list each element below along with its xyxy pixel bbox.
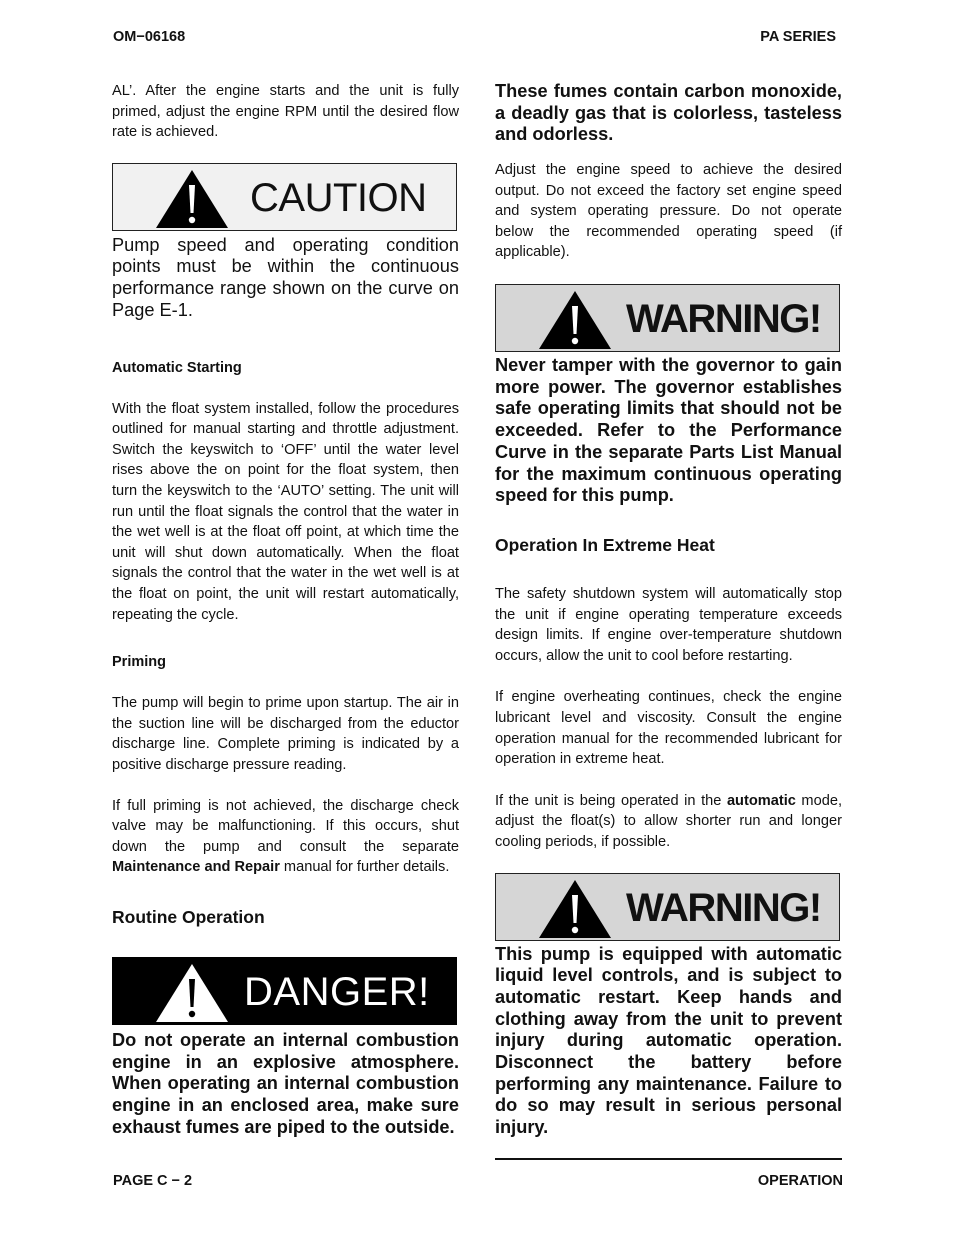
warning-label: WARNING! xyxy=(626,297,821,342)
warning-label: WARNING! xyxy=(626,885,821,930)
caution-text: Pump speed and operating condition points must be within the continuous performance range shown on the curve on Page E-1. xyxy=(112,234,459,320)
automatic-starting-text: With the float system installed, follow the procedures outlined for manual starting and throttle adjustment. Switch the keyswitch to ‘OFF’ until the water level rises above the on point for the float system, then turn the keyswitch to the ‘AUTO’ setting. The unit will run until the float signals the control that the water in the wet well is at the float off point, at which time the unit will shut down automatically. When the float signals the control that the water in the wet well is at the float on point, the unit will restart automatically, repeating the cycle. xyxy=(112,400,459,623)
adjust-speed-text: Adjust the engine speed to achieve the desired output. Do not exceed the factory set engine speed and system operating pressure. Do not operate below the recommended operating speed (if applicable). xyxy=(495,162,842,261)
series-name: PA SERIES xyxy=(760,29,836,45)
governor-warning-text: Never tamper with the governor to gain more power. The governor establishes safe operating limits that should not be exceeded. Refer to the Performance Curve in the separate Parts List Manual for the maximum continuous operating speed for this pump. xyxy=(495,355,842,506)
exclamation-triangle-icon xyxy=(153,961,231,1023)
priming-text-1: The pump will begin to prime upon startup. The air in the suction line will be discharged from the eductor discharge line. Complete priming is indicated by a positive discharge pressure reading. xyxy=(112,695,459,773)
extreme-heat-heading: Operation In Extreme Heat xyxy=(495,535,715,555)
danger-sign xyxy=(112,957,457,1025)
extreme-heat-text-2: If engine overheating continues, check the engine lubricant level and viscosity. Consult the engine operation manual for the recommended lubricant for operation in extreme heat. xyxy=(495,689,842,768)
document-number: OM−06168 xyxy=(113,29,186,45)
fumes-warning-text: These fumes contain carbon monoxide, a deadly gas that is colorless, tasteless and odorless. xyxy=(495,81,842,145)
danger-text: Do not operate an internal combustion engine in an explosive atmosphere. When operating an internal combustion engine in an enclosed area, make sure exhaust fumes are piped to the outside. xyxy=(112,1029,459,1137)
footer-divider xyxy=(495,1158,842,1160)
extreme-heat-text-3: If the unit is being operated in the automatic mode, adjust the float(s) to allow shorter run and longer cooling periods, if possible. xyxy=(495,792,842,850)
automatic-starting-heading: Automatic Starting xyxy=(112,359,242,376)
danger-label: DANGER! xyxy=(244,969,430,1014)
exclamation-triangle-icon xyxy=(536,877,614,939)
intro-paragraph: AL’. After the engine starts and the unit is fully primed, adjust the engine RPM until the desired flow rate is achieved. xyxy=(112,83,459,141)
right-column xyxy=(495,81,842,1139)
extreme-heat-text-1: The safety shutdown system will automatically stop the unit if engine operating temperature exceeds design limits. If engine over-temperature shutdown occurs, allow the unit to cool before restarting. xyxy=(495,586,842,664)
caution-sign xyxy=(112,163,457,231)
routine-operation-heading: Routine Operation xyxy=(112,906,265,927)
priming-text-2: If full priming is not achieved, the discharge check valve may be malfunctioning. If this occurs, shut down the pump and consult the separate Maintenance and Repair manual for further details. xyxy=(112,797,459,876)
page-number: PAGE C − 2 xyxy=(113,1173,193,1189)
section-name: OPERATION xyxy=(757,1173,843,1189)
priming-heading: Priming xyxy=(112,654,166,671)
exclamation-triangle-icon xyxy=(536,288,614,350)
caution-label: CAUTION xyxy=(250,175,427,220)
exclamation-triangle-icon xyxy=(153,167,231,229)
warning-sign-auto-restart xyxy=(495,873,840,941)
left-column xyxy=(112,81,459,1138)
auto-restart-warning-text: This pump is equipped with automatic liquid level controls, and is subject to automatic restart. Keep hands and clothing away from the unit to prevent injury during automatic operation. Disconnect the battery before performing any maintenance. Failure to do so may result in serious personal injury. xyxy=(495,943,842,1138)
warning-sign-governor xyxy=(495,284,840,352)
